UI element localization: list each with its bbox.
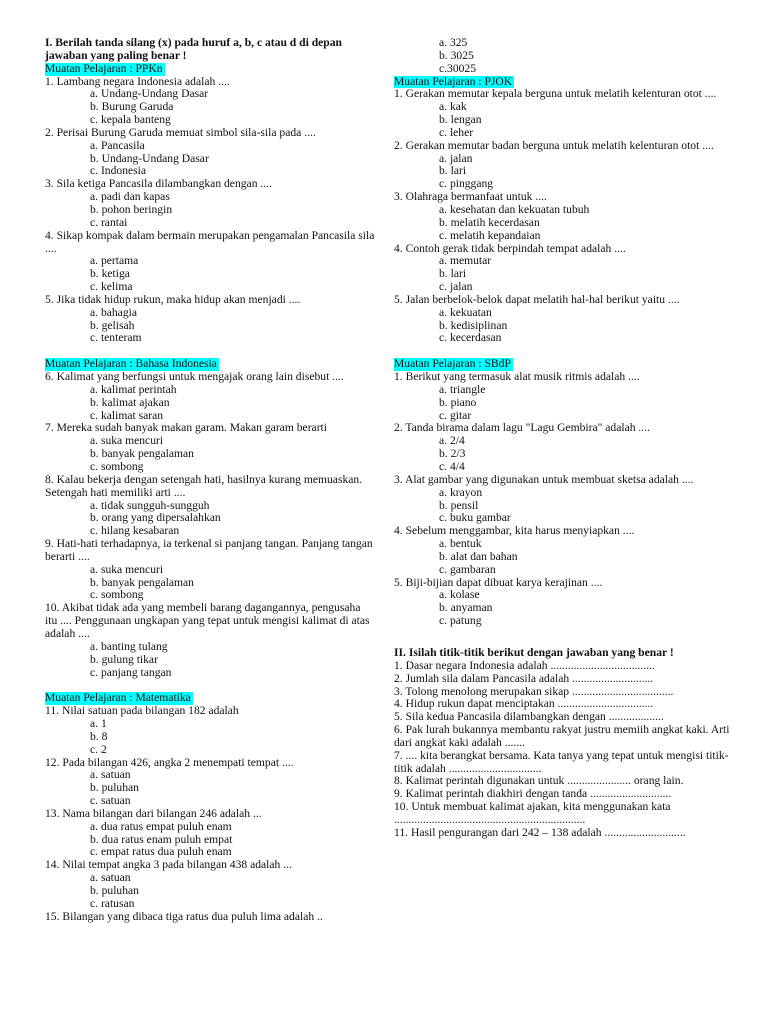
answer-option: c. hilang kesabaran xyxy=(90,524,180,538)
answer-option: c.30025 xyxy=(439,61,477,75)
answer-option: b. banyak pengalaman xyxy=(90,575,194,589)
answer-option: a. kekuatan xyxy=(439,305,492,319)
question-text: 5. Biji-bijian dapat dibuat karya kerajinan .... xyxy=(394,575,603,589)
question-text: 11. Nilai satuan pada bilangan 182 adalah xyxy=(45,704,239,718)
answer-option: a. dua ratus empat puluh enam xyxy=(90,819,232,833)
answer-option: c. gambaran xyxy=(439,562,496,576)
answer-option: c. patung xyxy=(439,614,482,628)
answer-option: b. kedisiplinan xyxy=(439,318,508,332)
part2-heading: II. Isilah titik-titik berikut dengan jawaban yang benar ! xyxy=(394,645,674,659)
answer-option: a. Pancasila xyxy=(90,138,145,152)
answer-option: b. kalimat ajakan xyxy=(90,395,170,409)
answer-option: b. banyak pengalaman xyxy=(90,447,194,461)
answer-option: c. 2 xyxy=(90,742,107,756)
question-text: 3. Alat gambar yang digunakan untuk membuat sketsa adalah .... xyxy=(394,472,694,486)
answer-option: c. 4/4 xyxy=(439,460,465,473)
question-text: 3. Sila ketiga Pancasila dilambangkan dengan .... xyxy=(45,177,272,191)
answer-option: c. buku gambar xyxy=(439,511,511,525)
answer-option: c. Indonesia xyxy=(90,164,147,178)
question-text: 12. Pada bilangan 426, angka 2 menempati tempat .... xyxy=(45,755,294,769)
answer-option: c. jalan xyxy=(439,280,473,294)
answer-option: a. banting tulang xyxy=(90,639,168,653)
answer-option: c. kelima xyxy=(90,280,133,294)
answer-option: a. jalan xyxy=(439,151,473,165)
answer-option: c. empat ratus dua puluh enam xyxy=(90,845,232,859)
right-sections xyxy=(394,76,734,641)
answer-option: b. dua ratus enam puluh empat xyxy=(90,832,233,846)
question-text: 7. Mereka sudah banyak makan garam. Makan garam berarti xyxy=(45,421,327,435)
fill-in-item: 7. .... kita berangkat bersama. Kata tanya yang tepat untuk mengisi titik-titik adalah ................................ xyxy=(394,748,729,775)
answer-option: b. lengan xyxy=(439,113,482,127)
answer-option: a. kalimat perintah xyxy=(90,382,177,396)
subject-label: Muatan Pelajaran : PJOK xyxy=(394,74,513,88)
answer-option: b. puluhan xyxy=(90,781,139,795)
answer-option: c. satuan xyxy=(90,794,131,808)
question-text: 13. Nama bilangan dari bilangan 246 adalah ... xyxy=(45,806,262,820)
answer-option: b. melatih kecerdasan xyxy=(439,215,540,229)
question-text: 1. Gerakan memutar kepala berguna untuk melatih kelenturan otot .... xyxy=(394,87,717,101)
answer-option: a. Undang-Undang Dasar xyxy=(90,87,209,101)
carried-options xyxy=(394,37,734,76)
answer-option: a. bentuk xyxy=(439,537,482,551)
answer-option: b. Burung Garuda xyxy=(90,100,174,114)
question-text: 1. Lambang negara Indonesia adalah .... xyxy=(45,74,230,88)
answer-option: c. sombong xyxy=(90,588,144,602)
question-text: 15. Bilangan yang dibaca tiga ratus dua puluh lima adalah .. xyxy=(45,909,323,923)
answer-option: a. 1 xyxy=(90,717,107,731)
answer-option: b. alat dan bahan xyxy=(439,549,518,563)
answer-option: c. tenteram xyxy=(90,331,142,345)
answer-option: a. 325 xyxy=(439,36,468,49)
answer-option: b. lari xyxy=(439,164,467,178)
question-text: 9. Hati-hati terhadapnya, ia terkenal si panjang tangan. Panjang tangan berarti .... xyxy=(45,537,373,563)
answer-option: a. satuan xyxy=(90,768,131,782)
fill-in-item: 1. Dasar negara Indonesia adalah .................................... xyxy=(394,658,655,672)
question-text: 14. Nilai tempat angka 3 pada bilangan 438 adalah ... xyxy=(45,858,292,872)
answer-option: b. orang yang dipersalahkan xyxy=(90,511,221,525)
answer-option: b. pensil xyxy=(439,498,479,512)
question-text: 4. Contoh gerak tidak berpindah tempat adalah .... xyxy=(394,241,626,255)
answer-option: c. pinggang xyxy=(439,177,494,191)
answer-option: b. 8 xyxy=(90,729,108,743)
right-column xyxy=(394,37,734,840)
answer-option: b. 2/3 xyxy=(439,447,466,461)
fill-in-item: 4. Hidup rukun dapat menciptakan ................................. xyxy=(394,697,654,711)
fill-in-item: 3. Tolong menolong merupakan sikap ................................... xyxy=(394,684,674,698)
section-spacer xyxy=(394,628,734,641)
answer-option: c. kalimat saran xyxy=(90,408,164,422)
answer-option: c. panjang tangan xyxy=(90,665,172,679)
answer-option: b. anyaman xyxy=(439,601,493,615)
answer-option: c. kecerdasan xyxy=(439,331,502,345)
question-text: 2. Tanda birama dalam lagu "Lagu Gembira" adalah .... xyxy=(394,421,651,435)
answer-option: a. kesehatan dan kekuatan tubuh xyxy=(439,202,590,216)
answer-option: c. leher xyxy=(439,125,474,139)
answer-option: c. kepala banteng xyxy=(90,113,171,127)
answer-option: a. triangle xyxy=(439,382,486,396)
fill-in-item: 9. Kalimat perintah diakhiri dengan tanda ............................ xyxy=(394,787,672,801)
answer-option: b. pohon beringin xyxy=(90,202,173,216)
question-text: 2. Perisai Burung Garuda memuat simbol sila-sila pada .... xyxy=(45,125,316,139)
answer-option: a. satuan xyxy=(90,871,131,885)
answer-option: a. suka mencuri xyxy=(90,562,164,576)
left-column xyxy=(45,37,375,924)
subject-label: Muatan Pelajaran : Matematika xyxy=(45,691,191,705)
answer-option: b. lari xyxy=(439,267,467,281)
fill-in-item: 10. Untuk membuat kalimat ajakan, kita menggunakan kata .................................................................. xyxy=(394,800,671,826)
answer-option: b. gulung tikar xyxy=(90,652,158,666)
fill-in-list xyxy=(394,660,734,840)
question-text: 1. Berikut yang termasuk alat musik ritmis adalah .... xyxy=(394,370,640,384)
answer-option: a. bahagia xyxy=(90,305,137,319)
answer-option: b. 3025 xyxy=(439,48,474,62)
question-text: 2. Gerakan memutar badan berguna untuk melatih kelenturan otot .... xyxy=(394,138,714,152)
answer-option: c. gitar xyxy=(439,408,472,422)
question-text: 5. Jika tidak hidup rukun, maka hidup akan menjadi .... xyxy=(45,292,301,306)
answer-option: c. rantai xyxy=(90,215,128,229)
question-text: 4. Sebelum menggambar, kita harus menyiapkan .... xyxy=(394,524,635,538)
answer-option: a. pertama xyxy=(90,254,139,268)
subject-heading-row xyxy=(45,63,375,76)
fill-in-item: 2. Jumlah sila dalam Pancasila adalah ............................ xyxy=(394,671,654,685)
question-text: 5. Jalan berbelok-belok dapat melatih hal-hal berikut yaitu .... xyxy=(394,292,680,306)
answer-option: b. piano xyxy=(439,395,477,409)
left-sections xyxy=(45,63,375,924)
fill-in-item: 6. Pak lurah bukannya membantu rakyat justru memiih angkat kaki. Arti dari angkat kaki adalah ....... xyxy=(394,723,730,749)
question-text: 10. Akibat tidak ada yang membeli barang dagangannya, pengusaha itu .... Penggunaan ungkapan yang tepat untuk mengisi kalimat di atas adalah .... xyxy=(45,601,370,640)
answer-option: a. suka mencuri xyxy=(90,434,164,448)
question-text: 8. Kalau bekerja dengan setengah hati, hasilnya kurang memuaskan. Setengah hati memiliki arti .... xyxy=(45,472,363,499)
answer-option: c. melatih kepandaian xyxy=(439,228,541,242)
answer-option: a. memutar xyxy=(439,254,492,268)
answer-option: a. padi dan kapas xyxy=(90,190,170,204)
subject-label: Muatan Pelajaran : SBdP xyxy=(394,357,511,371)
answer-option: a. kolase xyxy=(439,588,480,602)
fill-in-item: 8. Kalimat perintah digunakan untuk ...................... orang lain. xyxy=(394,774,684,788)
answer-option: a. 2/4 xyxy=(439,434,465,448)
answer-option: a. tidak sungguh-sungguh xyxy=(90,498,210,512)
answer-option: b. ketiga xyxy=(90,267,130,281)
question-text: 6. Kalimat yang berfungsi untuk mengajak orang lain disebut .... xyxy=(45,370,344,384)
subject-label: Muatan Pelajaran : Bahasa Indonesia xyxy=(45,357,217,371)
answer-option: c. sombong xyxy=(90,460,144,473)
fill-in-item: 11. Hasil pengurangan dari 242 – 138 adalah ............................ xyxy=(394,825,686,839)
fill-in-item: 5. Sila kedua Pancasila dilambangkan dengan ................... xyxy=(394,710,664,724)
part1-instruction: I. Berilah tanda silang (x) pada huruf a, b, c atau d di depan jawaban yang paling benar ! xyxy=(45,36,342,62)
answer-option: b. Undang-Undang Dasar xyxy=(90,151,209,165)
answer-option: c. ratusan xyxy=(90,896,135,910)
subject-label: Muatan Pelajaran : PPKn xyxy=(45,61,163,75)
answer-option: a. kak xyxy=(439,100,467,114)
question-text: 4. Sikap kompak dalam bermain merupakan pengamalan Pancasila sila .... xyxy=(45,228,375,255)
answer-option: b. gelisah xyxy=(90,318,135,332)
answer-option: b. puluhan xyxy=(90,884,139,897)
answer-option: a. krayon xyxy=(439,485,483,499)
question-text: 3. Olahraga bermanfaat untuk .... xyxy=(394,190,547,204)
